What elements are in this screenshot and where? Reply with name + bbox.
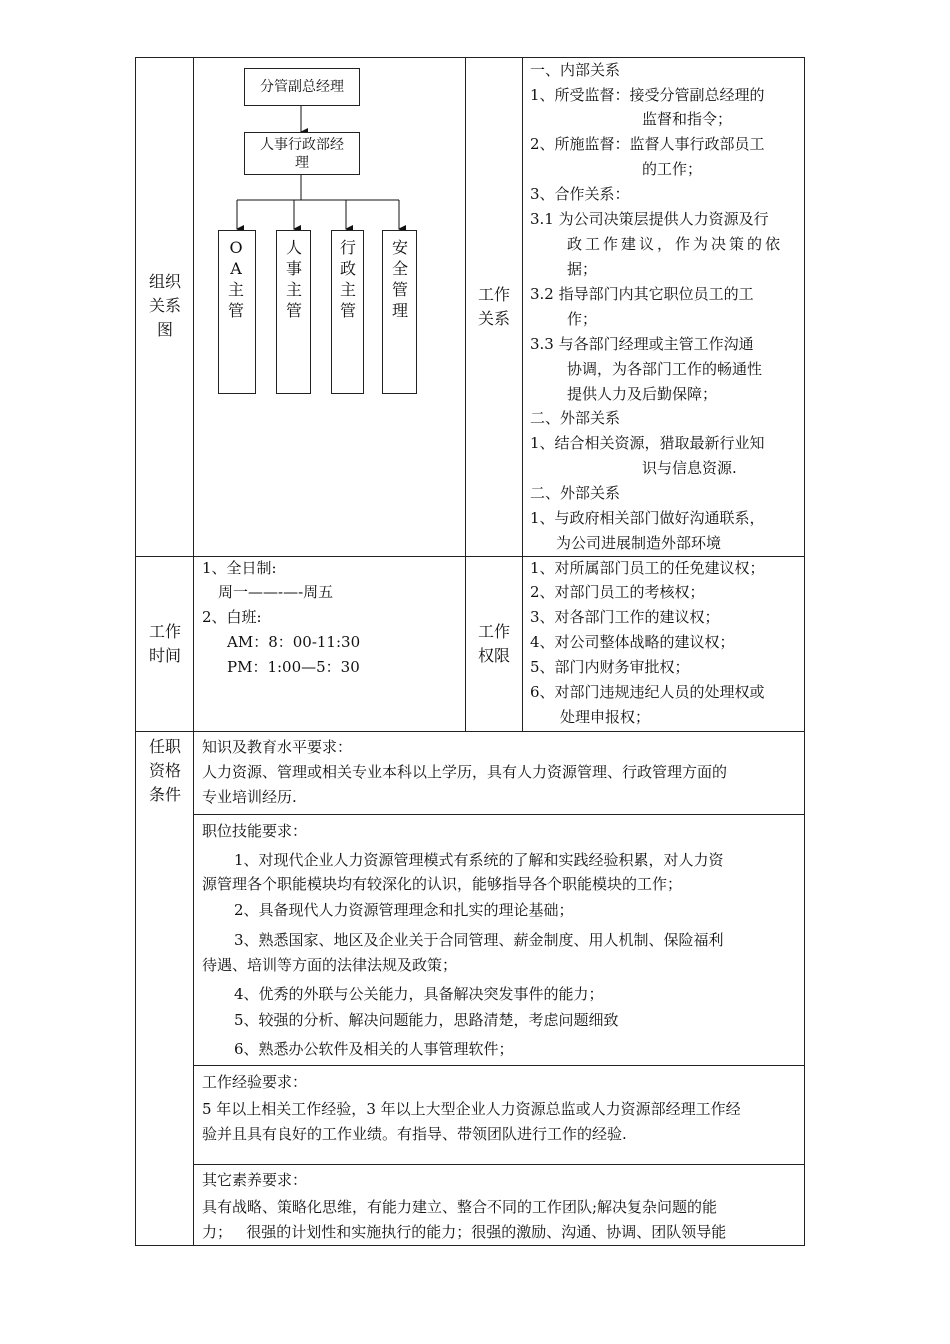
other-line: 具有战略、策略化思维，有能力建立、整合不同的工作团队;解决复杂问题的能 bbox=[202, 1198, 718, 1216]
experience-line: 验并且具有良好的工作业绩。有指导、带领团队进行工作的经验. bbox=[202, 1125, 627, 1143]
sub-divider-2 bbox=[193, 1065, 805, 1066]
char: 主 bbox=[285, 280, 302, 299]
skills-line: 4、优秀的外联与公关能力，具备解决突发事件的能力； bbox=[234, 985, 604, 1003]
relations-line: 协调，为各部门工作的畅通性 bbox=[567, 360, 763, 378]
char: 理 bbox=[391, 301, 408, 320]
education-line: 人力资源、管理或相关专业本科以上学历，具有人力资源管理、行政管理方面的 bbox=[202, 763, 728, 781]
org-box-deputy-gm-label: 分管副总经理 bbox=[260, 79, 344, 95]
label-work-authority-line1: 工作 bbox=[477, 622, 510, 641]
org-box-oa-supervisor-text bbox=[226, 237, 246, 321]
other-line: 力； 很强的计划性和实施执行的能力；很强的激励、沟通、协调、团队领导能 bbox=[202, 1223, 727, 1241]
sub-divider-1 bbox=[193, 814, 805, 815]
skills-line: 源管理各个职能模块均有较深化的认识，能够指导各个职能模块的工作； bbox=[202, 875, 683, 893]
label-org-chart-line3: 图 bbox=[156, 320, 173, 339]
char: 全 bbox=[391, 259, 408, 278]
skills-title: 职位技能要求： bbox=[202, 822, 308, 840]
skills-line: 3、熟悉国家、地区及企业关于合同管理、薪金制度、用人机制、保险福利 bbox=[234, 931, 724, 949]
relations-line: 监督和指令； bbox=[642, 110, 733, 128]
label-work-time bbox=[137, 620, 193, 668]
authority-line: 1、对所属部门员工的任免建议权； bbox=[530, 559, 765, 577]
work-time-line: AM：8：00-11:30 bbox=[227, 633, 361, 651]
work-time-line: 周一——-—-周五 bbox=[218, 583, 334, 601]
col-divider-mid2 bbox=[522, 57, 523, 732]
authority-line: 2、对部门员工的考核权； bbox=[530, 583, 705, 601]
relations-line: 3.1 为公司决策层提供人力资源及行 bbox=[530, 210, 769, 228]
org-box-admin-supervisor-text bbox=[338, 237, 358, 321]
authority-line: 4、对公司整体战略的建议权； bbox=[530, 633, 735, 651]
org-box-hr-supervisor-text bbox=[284, 237, 304, 321]
relations-line: 1、所受监督：接受分管副总经理的 bbox=[530, 86, 765, 104]
char: 事 bbox=[285, 259, 302, 278]
authority-line: 处理申报权； bbox=[560, 708, 651, 726]
label-work-authority-line2: 权限 bbox=[477, 646, 510, 665]
work-time-line: PM：1:00—5：30 bbox=[227, 658, 360, 676]
label-work-relations-line1: 工作 bbox=[477, 285, 510, 304]
org-box-safety-management-text bbox=[390, 237, 410, 321]
org-box-hr-admin-manager-line1: 人事行政部经 bbox=[260, 136, 344, 153]
char: 行 bbox=[339, 238, 356, 257]
experience-line: 5 年以上相关工作经验，3 年以上大型企业人力资源总监或人力资源部经理工作经 bbox=[202, 1100, 741, 1118]
relations-line: 二、外部关系 bbox=[530, 409, 621, 427]
label-org-chart bbox=[137, 270, 193, 342]
relations-line: 据； bbox=[567, 260, 598, 278]
authority-line: 5、部门内财务审批权； bbox=[530, 658, 690, 676]
char: 主 bbox=[227, 280, 244, 299]
education-line: 专业培训经历. bbox=[202, 788, 297, 806]
skills-line: 1、对现代企业人力资源管理模式有系统的了解和实践经验积累，对人力资 bbox=[234, 851, 724, 869]
relations-line: 政工作建议，作为决策的依 bbox=[567, 235, 784, 253]
label-qualification-line2: 资格 bbox=[148, 761, 181, 780]
table-border-left bbox=[135, 57, 136, 1246]
relations-line: 识与信息资源. bbox=[642, 459, 737, 477]
table-border-right bbox=[804, 57, 805, 1246]
label-qualification-line3: 条件 bbox=[148, 785, 181, 804]
org-box-hr-admin-manager-line2: 理 bbox=[295, 154, 309, 171]
label-work-relations-line2: 关系 bbox=[477, 309, 510, 328]
work-time-line: 2、白班: bbox=[202, 608, 262, 626]
education-title: 知识及教育水平要求： bbox=[202, 738, 353, 756]
label-work-time-line2: 时间 bbox=[148, 646, 181, 665]
char: 管 bbox=[227, 301, 244, 320]
work-time-line: 1、全日制: bbox=[202, 559, 277, 577]
label-qualification-line1: 任职 bbox=[148, 737, 181, 756]
skills-line: 5、较强的分析、解决问题能力，思路清楚，考虑问题细致 bbox=[234, 1011, 619, 1029]
relations-line: 二、外部关系 bbox=[530, 484, 621, 502]
label-org-chart-line1: 组织 bbox=[148, 272, 181, 291]
table-border-bottom bbox=[135, 1245, 805, 1246]
char: 主 bbox=[339, 280, 356, 299]
experience-title: 工作经验要求： bbox=[202, 1073, 308, 1091]
char: A bbox=[230, 259, 242, 278]
relations-line: 一、内部关系 bbox=[530, 61, 621, 79]
org-box-deputy-gm bbox=[244, 68, 360, 106]
skills-line: 待遇、培训等方面的法律法规及政策； bbox=[202, 956, 458, 974]
relations-line: 3.3 与各部门经理或主管工作沟通 bbox=[530, 335, 754, 353]
char: 管 bbox=[285, 301, 302, 320]
char: 政 bbox=[339, 259, 356, 278]
relations-line: 1、与政府相关部门做好沟通联系， bbox=[530, 509, 765, 527]
label-work-relations bbox=[466, 283, 522, 331]
relations-line: 3.2 指导部门内其它职位员工的工 bbox=[530, 285, 754, 303]
relations-line: 1、结合相关资源，猎取最新行业知 bbox=[530, 434, 765, 452]
char: 管 bbox=[339, 301, 356, 320]
authority-line: 3、对各部门工作的建议权； bbox=[530, 608, 720, 626]
relations-line: 2、所施监督：监督人事行政部员工 bbox=[530, 135, 765, 153]
char: 安 bbox=[391, 238, 408, 257]
relations-line: 提供人力及后勤保障； bbox=[567, 385, 718, 403]
label-org-chart-line2: 关系 bbox=[148, 296, 181, 315]
relations-line: 3、合作关系： bbox=[530, 185, 630, 203]
org-box-hr-admin-manager bbox=[244, 132, 360, 175]
relations-line: 为公司进展制造外部环境 bbox=[556, 534, 722, 552]
label-work-time-line1: 工作 bbox=[148, 622, 181, 641]
authority-line: 6、对部门违规违纪人员的处理权或 bbox=[530, 683, 765, 701]
char: 管 bbox=[391, 280, 408, 299]
skills-line: 6、熟悉办公软件及相关的人事管理软件； bbox=[234, 1040, 514, 1058]
row-divider-2 bbox=[135, 731, 805, 732]
label-work-authority bbox=[466, 620, 522, 668]
other-title: 其它素养要求： bbox=[202, 1171, 308, 1189]
label-qualification bbox=[137, 735, 193, 807]
relations-line: 作； bbox=[567, 310, 598, 328]
char: O bbox=[229, 238, 243, 257]
char: 人 bbox=[285, 238, 302, 257]
skills-line: 2、具备现代人力资源管理理念和扎实的理论基础； bbox=[234, 901, 574, 919]
sub-divider-3 bbox=[193, 1164, 805, 1165]
relations-line: 的工作； bbox=[642, 160, 703, 178]
